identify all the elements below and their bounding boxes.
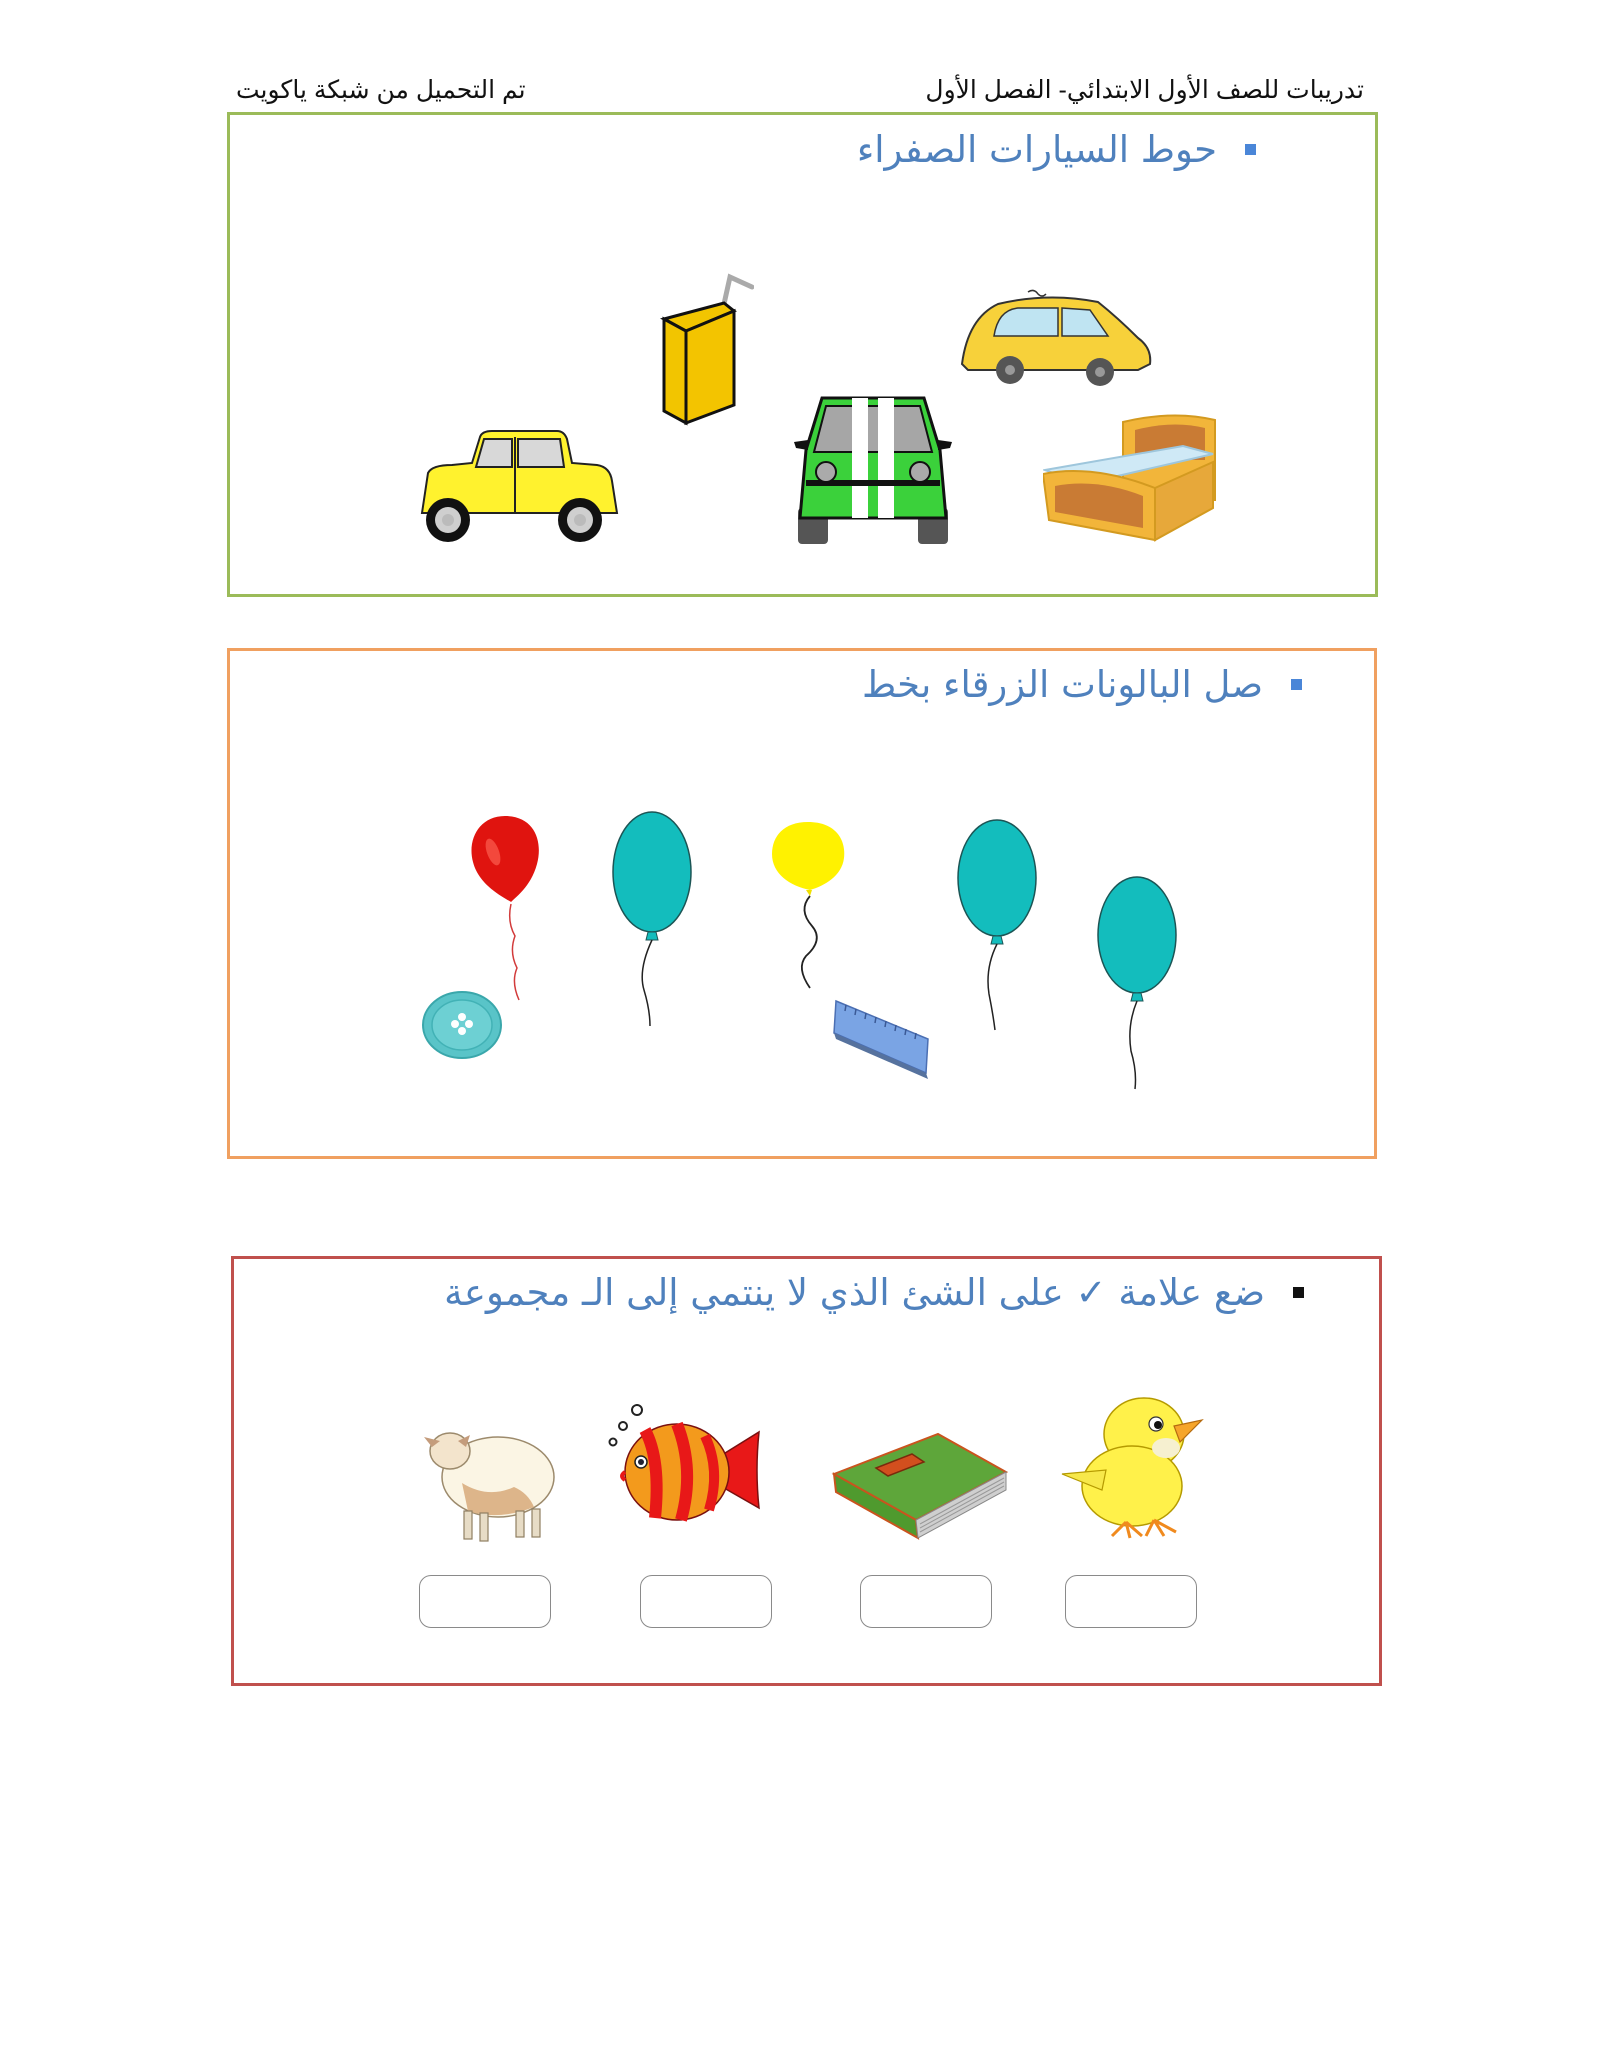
answer-box-book[interactable] [860,1575,992,1628]
exercise-title-text: ضع علامة ✓ على الشئ الذي لا ينتمي إلى الـ مجموعة [444,1271,1265,1314]
exercise-title-2 [861,663,1302,706]
bullet-square-icon [1245,144,1256,155]
answer-box-fish[interactable] [640,1575,772,1628]
book-icon [828,1428,1008,1540]
ruler-image[interactable] [832,995,930,1080]
yellow-car-icon [412,425,622,545]
juice-box-image[interactable] [660,265,754,427]
bullet-square-icon [1291,679,1302,690]
yellow-car-icon [958,288,1154,386]
teal-balloon-2-image[interactable] [955,818,1039,1036]
bed-icon [1043,410,1218,547]
teal-balloon-icon [955,818,1039,1036]
green-car-icon [792,390,954,545]
teal-balloon-icon [610,810,694,1030]
red-balloon-image[interactable] [465,812,545,1012]
exercise-title-1 [856,128,1256,171]
sewing-button-icon [421,990,503,1060]
yellow-cartoon-car-image[interactable] [958,288,1154,386]
chick-image [1056,1390,1204,1540]
sheep-icon [418,1415,558,1545]
red-balloon-icon [465,812,545,1012]
bullet-square-icon [1293,1287,1304,1298]
fish-icon [605,1400,765,1545]
answer-box-chick[interactable] [1065,1575,1197,1628]
juice-box-icon [660,265,754,427]
answer-box-sheep[interactable] [419,1575,551,1628]
teal-balloon-3-image[interactable] [1095,875,1179,1095]
button-image[interactable] [421,990,503,1060]
teal-balloon-icon [1095,875,1179,1095]
yellow-balloon-icon [768,820,848,1000]
exercise-box-odd-one-out [231,1256,1382,1686]
exercise-title-text: حوط السيارات الصفراء [856,128,1217,171]
yellow-sedan-car-image[interactable] [412,425,622,545]
book-image [828,1428,1008,1540]
worksheet-header-title: تدريبات للصف الأول الابتدائي- الفصل الأول [925,76,1364,104]
teal-balloon-1-image[interactable] [610,810,694,1030]
chick-icon [1056,1390,1204,1540]
exercise-title-3 [444,1271,1304,1314]
exercise-title-text: صل البالونات الزرقاء بخط [861,663,1263,706]
worksheet-header-source: تم التحميل من شبكة ياكويت [236,76,526,104]
fish-image [605,1400,765,1545]
yellow-balloon-image[interactable] [768,820,848,1000]
green-car-image[interactable] [792,390,954,545]
ruler-icon [832,995,930,1080]
sheep-image [418,1415,558,1545]
bed-image[interactable] [1043,410,1218,547]
